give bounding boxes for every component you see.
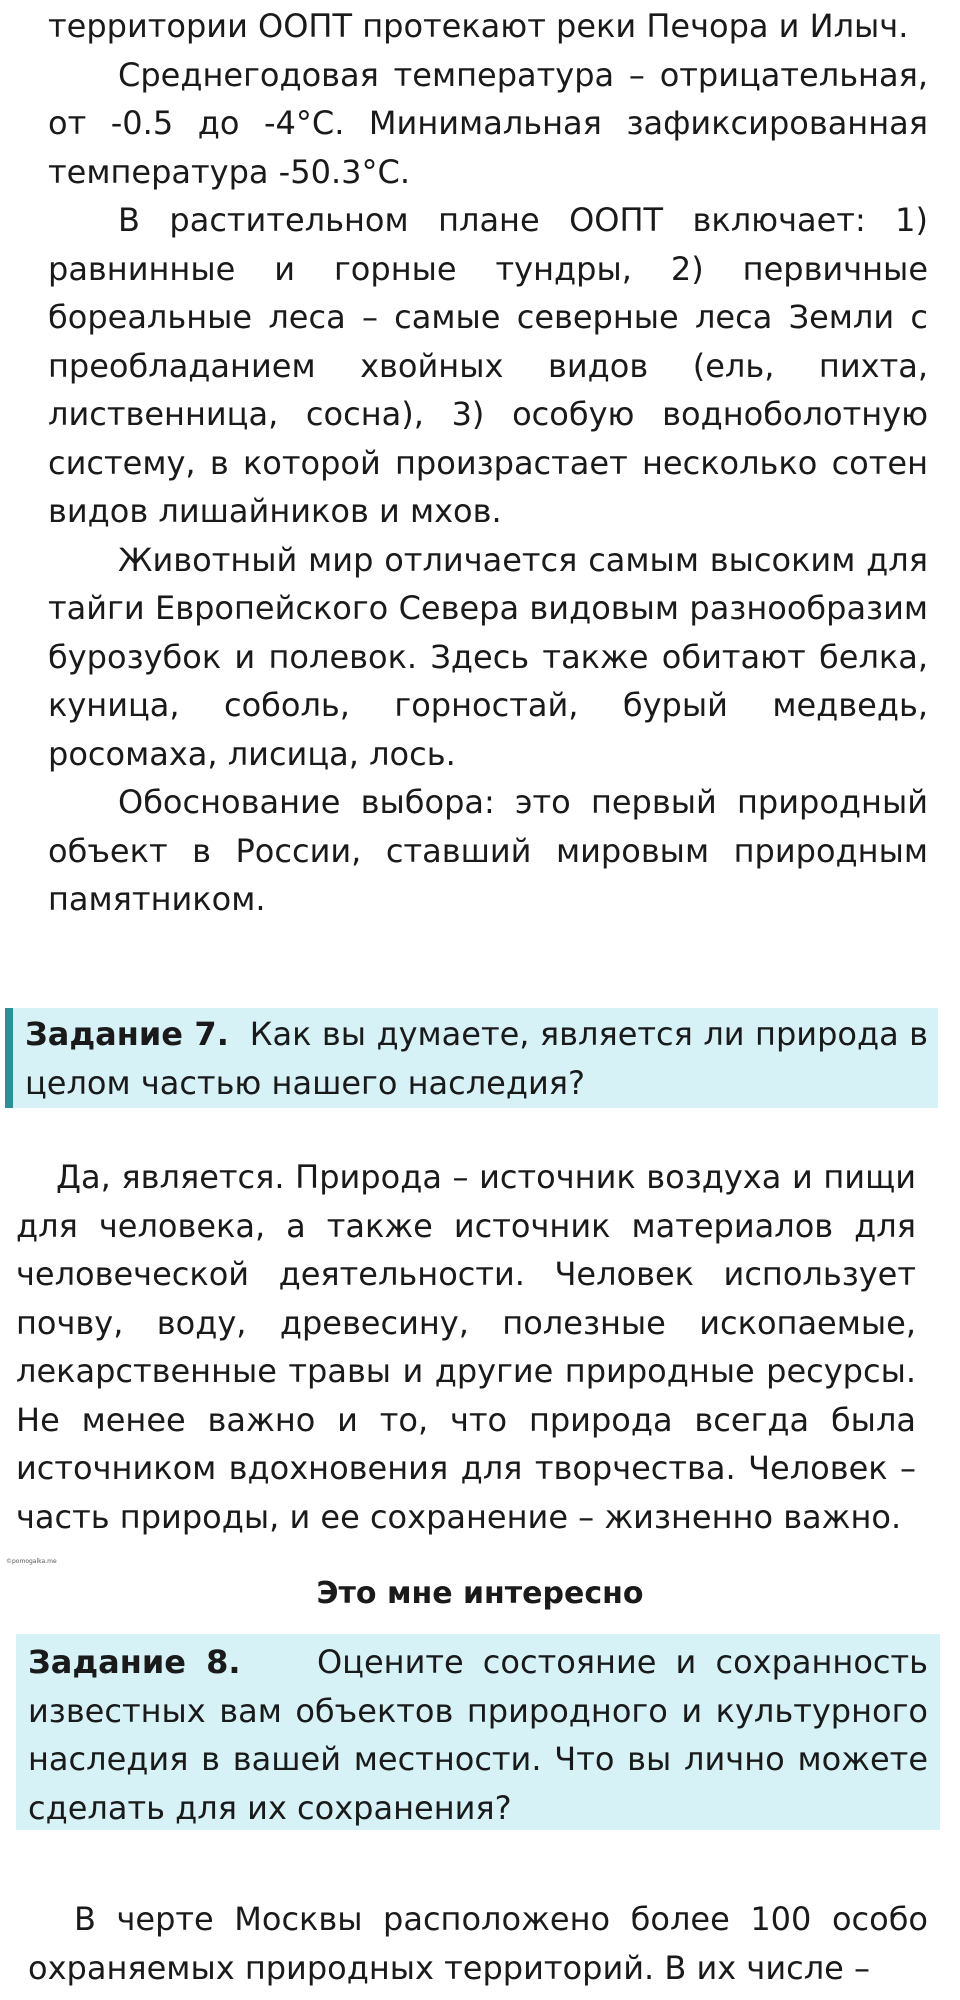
task-7-question bbox=[13, 1008, 938, 1107]
task-7-text: Как вы думаете, является ли природа в целом частью нашего наследия? bbox=[25, 1015, 928, 1102]
task-7-label: Задание 7. bbox=[25, 1015, 229, 1053]
task-8-box bbox=[16, 1634, 940, 1830]
watermark: ©pomogalka.me bbox=[6, 1558, 57, 1565]
paragraph-plants: В растительном плане ООПТ включает: 1) равнинные и горные тундры, 2) первичные бореальные леса – самые северные леса Земли с преобладанием хвойных видов (ель, пихта, лиственница, сосна), 3) особую водноболотную систему, в которой произрастает несколько сотен видов лишайников и мхов. bbox=[48, 201, 928, 530]
task-8-text: Оцените состояние и сохранность известных вам объектов природного и культурного наследия в вашей местности. Что вы лично можете сделать для их сохранения? bbox=[28, 1643, 929, 1827]
section-heading: Это мне интересно bbox=[316, 1576, 644, 1611]
reserve-description bbox=[48, 2, 928, 924]
paragraph-rivers: территории ООПТ протекают реки Печора и Илыч. bbox=[48, 7, 909, 45]
answer-7-text: Да, является. Природа – источник воздуха и пищи для человека, а также источник материалов для человеческой деятельности. Человек использует почву, воду, древесину, полезные ископаемые, лекарственные травы и другие природные ресурсы. Не менее важно и то, что природа всегда была источником вдохновения для творчества. Человек – часть природы, и ее сохранение – жизненно важно. bbox=[16, 1158, 916, 1536]
answer-8-text: В черте Москвы расположено более 100 особо охраняемых природных территорий. В их числе – bbox=[28, 1900, 928, 1987]
task-7-answer bbox=[16, 1153, 916, 1541]
task-8-label: Задание 8. bbox=[28, 1643, 241, 1681]
paragraph-temperature: Среднегодовая температура – отрицательная, от -0.5 до -4°С. Минимальная зафиксированная температура -50.3°С. bbox=[48, 55, 928, 191]
paragraph-animals: Животный мир отличается самым высоким для тайги Европейского Севера видовым разнообразим бурозубок и полевок. Здесь также обитают белка, куница, соболь, горностай, бурый медведь, росомаха, лисица, лось. bbox=[48, 540, 928, 773]
task-8-answer bbox=[28, 1895, 928, 1992]
task-8-question bbox=[16, 1634, 940, 1832]
task-7-box bbox=[5, 1008, 938, 1108]
paragraph-reason: Обоснование выбора: это первый природный объект в России, ставший мировым природным памятником. bbox=[48, 783, 928, 918]
